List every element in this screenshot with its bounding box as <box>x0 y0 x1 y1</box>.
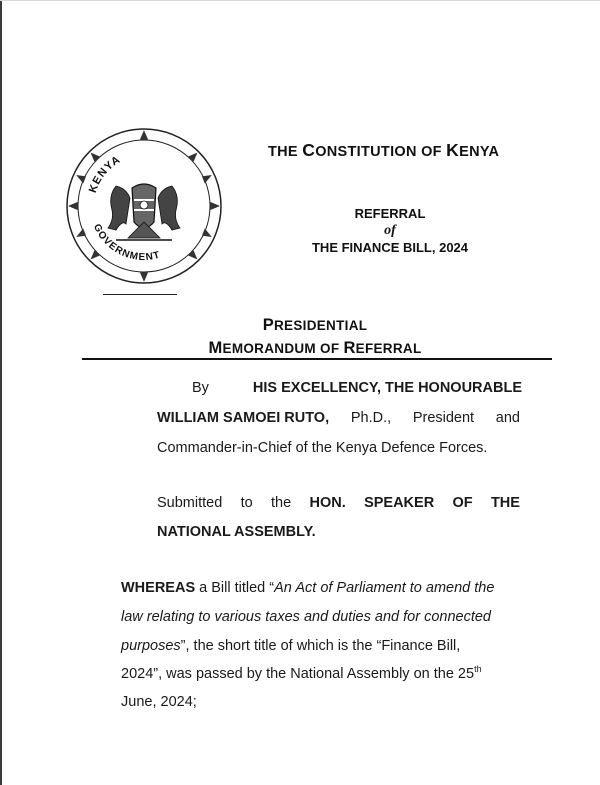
svg-text:GOVERNMENT: GOVERNMENT <box>90 222 162 264</box>
referral-heading <box>290 205 490 256</box>
kenya-government-seal <box>64 126 224 286</box>
seal-underline <box>103 294 177 295</box>
memorandum-underline <box>82 358 552 360</box>
page-top-edge <box>0 0 600 1</box>
constitution-title: THE CONSTITUTION OF KENYA <box>268 140 500 160</box>
memorandum-title <box>160 314 470 360</box>
by-line-2: WILLIAM SAMOEI RUTO, Ph.D., President and <box>157 410 520 426</box>
submitted-line-2: NATIONAL ASSEMBLY. <box>157 524 316 540</box>
whereas-line-5: June, 2024; <box>121 694 197 710</box>
whereas-line-3: purposes”, the short title of which is the “Finance Bill, <box>121 638 461 654</box>
whereas-line-2: law relating to various taxes and duties and for connected <box>121 609 491 625</box>
whereas-line-4: 2024”, was passed by the National Assembly on the 25th <box>121 664 482 682</box>
referral-label: REFERRAL <box>354 206 426 221</box>
memo-title-line1: PRESIDENTIAL <box>262 316 368 334</box>
referral-of: of <box>384 223 396 238</box>
whereas-line-1: WHEREAS a Bill titled “An Act of Parliament to amend the <box>121 580 495 596</box>
svg-text:KENYA: KENYA <box>86 153 123 195</box>
submitted-line-1: Submitted to the HON. SPEAKER OF THE <box>157 495 520 511</box>
by-line-1: By HIS EXCELLENCY, THE HONOURABLE <box>192 380 522 396</box>
referral-bill-title: THE FINANCE BILL, 2024 <box>311 240 469 255</box>
memo-title-line2: MEMORANDUM OF REFERRAL <box>208 339 422 357</box>
by-line-3: Commander-in-Chief of the Kenya Defence Forces. <box>157 440 488 456</box>
page-left-edge <box>0 0 2 785</box>
